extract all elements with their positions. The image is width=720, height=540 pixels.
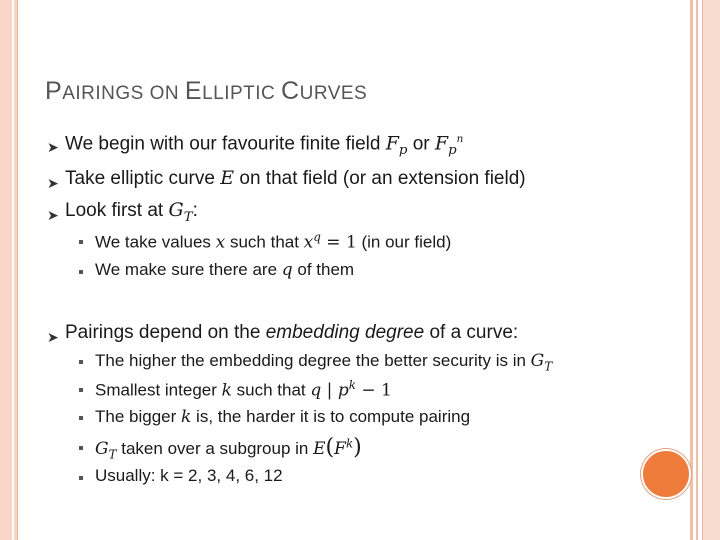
- arrow-bullet-icon: ➤: [47, 329, 59, 345]
- bullet-look-at-gt: Look first at $G_T$:: [65, 199, 198, 225]
- square-bullet-icon: [79, 270, 83, 274]
- subbullet-bigger-k: The bigger k is, the harder it is to compute pairing: [95, 407, 471, 427]
- bullet-elliptic-curve: Take elliptic curve E on that field (or an extension field): [65, 167, 526, 189]
- bullet-embedding-degree: Pairings depend on the embedding degree of a curve:: [65, 322, 519, 343]
- square-bullet-icon: [79, 240, 83, 244]
- bullet-finite-field: We begin with our favourite finite field $F_p$ or $F_p^n$: [65, 132, 464, 159]
- square-bullet-icon: [79, 360, 83, 364]
- arrow-bullet-icon: ➤: [47, 139, 59, 155]
- arrow-bullet-icon: ➤: [47, 175, 59, 191]
- subbullet-take-values: We take values x such that $x^q = 1$ (in our field): [95, 230, 452, 253]
- arrow-bullet-icon: ➤: [47, 207, 59, 223]
- square-bullet-icon: [79, 416, 83, 420]
- subbullet-usual-values: Usually: k = 2, 3, 4, 6, 12: [95, 466, 283, 485]
- right-decorative-border: [690, 0, 720, 540]
- square-bullet-icon: [79, 446, 83, 450]
- slide-title: PAIRINGS ON ELLIPTIC CURVES: [45, 77, 368, 105]
- square-bullet-icon: [79, 388, 83, 392]
- square-bullet-icon: [79, 476, 83, 480]
- subbullet-q-of-them: We make sure there are q of them: [95, 260, 355, 280]
- subbullet-gt-subgroup: $G_T$ taken over a subgroup in $E(F^k)$: [95, 434, 362, 462]
- subbullet-higher-degree: The higher the embedding degree the better security is in $G_T$: [95, 351, 553, 374]
- subbullet-smallest-integer: Smallest integer k such that q | $p^k - 1$: [95, 378, 392, 401]
